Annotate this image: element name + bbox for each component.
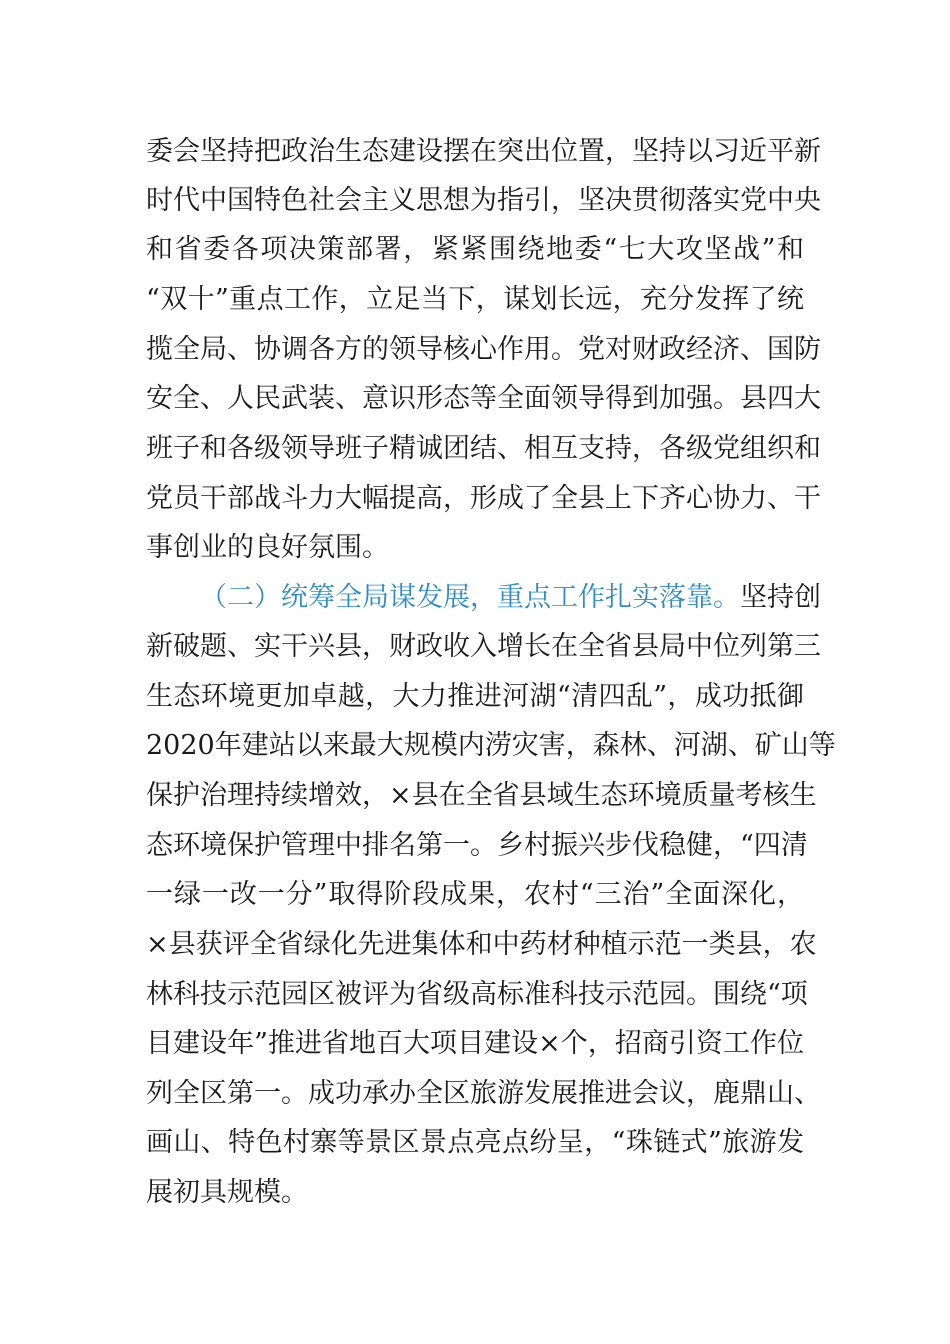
paragraph-line: 揽全局、协调各方的领导核心作用。党对财政经济、国防 — [146, 334, 821, 365]
paragraph-line: 时代中国特色社会主义思想为指引，坚决贯彻落实党中央 — [146, 185, 821, 216]
paragraph-line: 2020年建站以来最大规模内涝灾害，森林、河湖、矿山等 — [146, 730, 836, 761]
paragraph-line: 委会坚持把政治生态建设摆在突出位置，坚持以习近平新 — [146, 136, 821, 167]
section-heading: （二）统筹全局谋发展，重点工作扎实落靠。 — [200, 582, 740, 613]
paragraph-line: 党员干部战斗力大幅提高，形成了全县上下齐心协力、干 — [146, 483, 821, 514]
paragraph-line: 画山、特色村寨等景区景点亮点纷呈，“珠链式”旅游发 — [146, 1127, 804, 1158]
paragraph-line: 态环境保护管理中排名第一。乡村振兴步伐稳健，“四清 — [146, 830, 808, 861]
paragraph-line: 事创业的良好氛围。 — [146, 532, 389, 563]
paragraph-line: 安全、人民武装、意识形态等全面领导得到加强。县四大 — [146, 383, 821, 414]
paragraph-line: 班子和各级领导班子精诚团结、相互支持，各级党组织和 — [146, 433, 821, 464]
paragraph-line: 生态环境更加卓越，大力推进河湖“清四乱”，成功抵御 — [146, 681, 804, 712]
paragraph-line: 一绿一改一分”取得阶段成果，农村“三治”全面深化， — [146, 879, 804, 910]
paragraph-line: ×县获评全省绿化先进集体和中药材种植示范一类县，农 — [146, 929, 817, 960]
paragraph-line: 新破题、实干兴县，财政收入增长在全省县局中位列第三 — [146, 631, 821, 662]
paragraph-line: 列全区第一。成功承办全区旅游发展推进会议，鹿鼎山、 — [146, 1078, 821, 1109]
paragraph-line: 保护治理持续增效，×县在全省县域生态环境质量考核生 — [146, 780, 817, 811]
paragraph-line: “双十”重点工作，立足当下，谋划长远，充分发挥了统 — [146, 284, 804, 315]
paragraph-line: 展初具规模。 — [146, 1177, 308, 1208]
paragraph-line: 目建设年”推进省地百大项目建设×个，招商引资工作位 — [146, 1028, 804, 1059]
paragraph-line: 和省委各项决策部署，紧紧围绕地委“七大攻坚战”和 — [146, 234, 804, 265]
paragraph-line: 林科技示范园区被评为省级高标准科技示范园。围绕“项 — [146, 979, 808, 1010]
paragraph-text: 坚持创 — [740, 582, 821, 613]
section-heading-line — [200, 573, 821, 623]
